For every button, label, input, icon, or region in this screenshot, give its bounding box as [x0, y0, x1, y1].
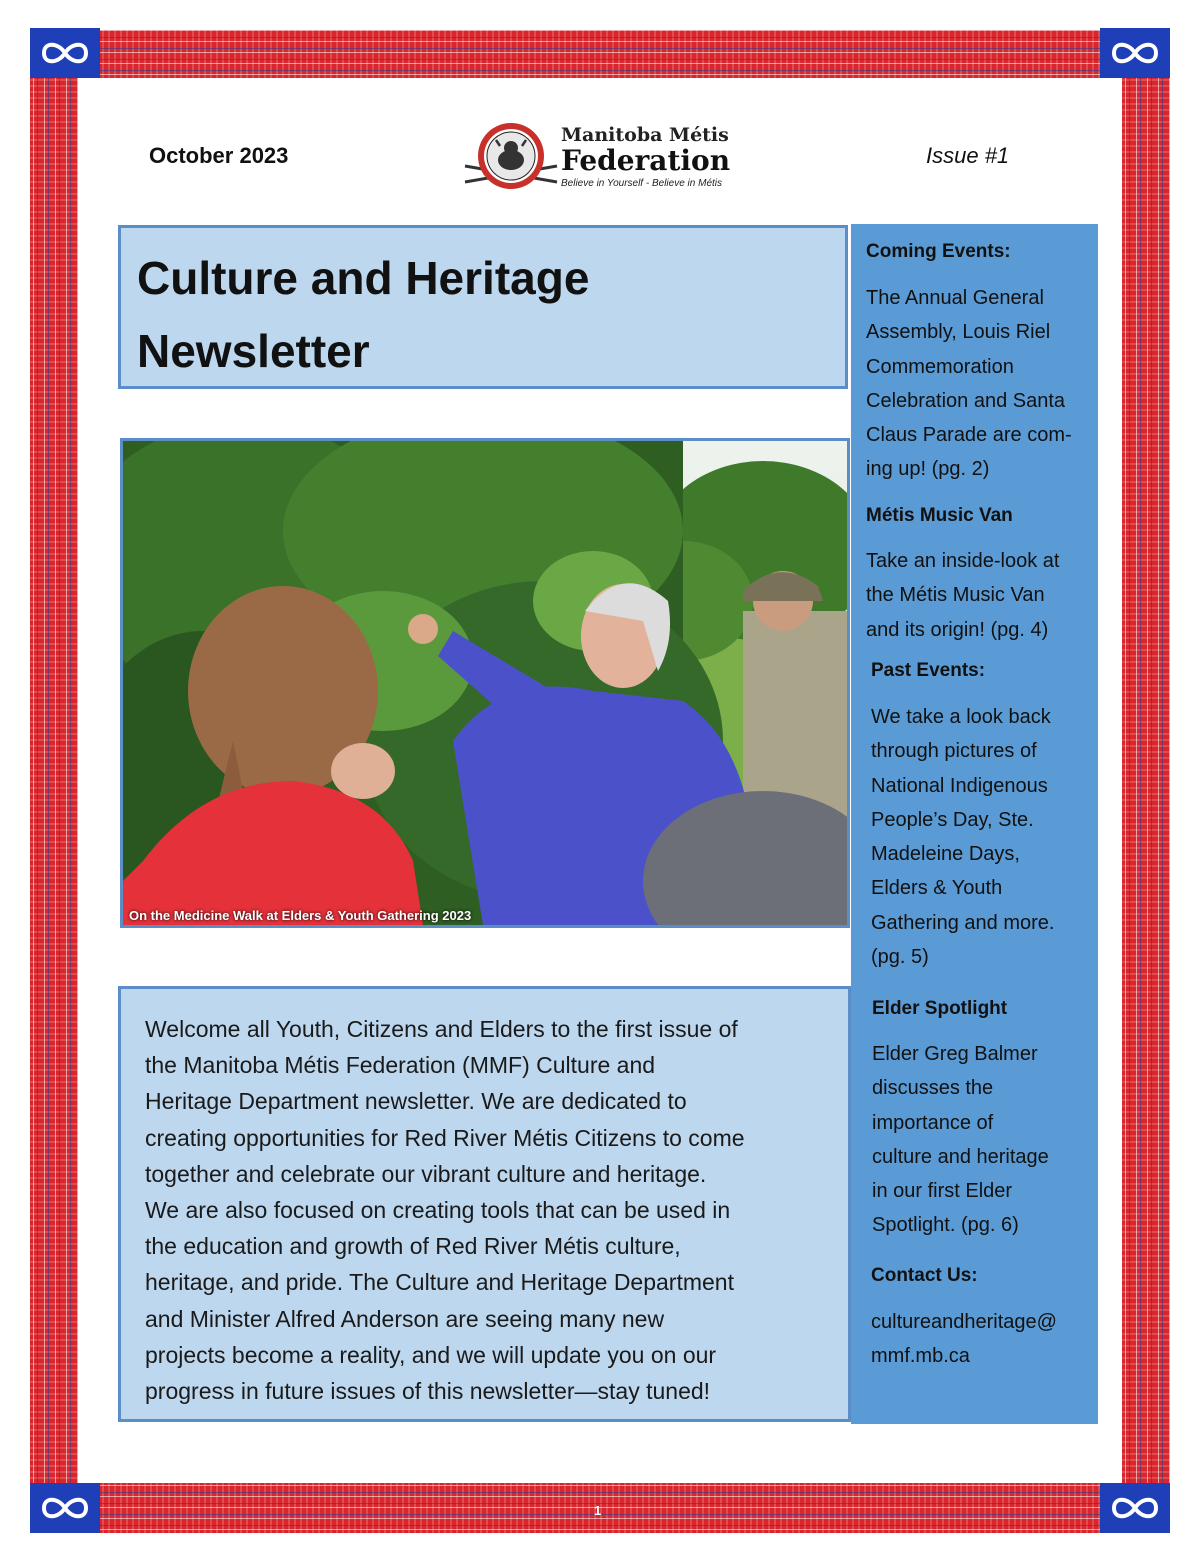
sidebar-line: Madeleine Days, [871, 843, 1020, 866]
sash-border-left [30, 30, 78, 1533]
sidebar-line: and its origin! (pg. 4) [866, 618, 1049, 641]
contact-email[interactable] [871, 1305, 1096, 1374]
sidebar-line: Spotlight. (pg. 6) [872, 1214, 1019, 1237]
issue-date: October 2023 [149, 143, 289, 168]
sidebar-line: discusses the [872, 1077, 994, 1100]
newsletter-title-box [118, 225, 848, 389]
music-van-text [866, 544, 1091, 647]
photo-caption: On the Medicine Walk at Elders & Youth Gathering 2023 [129, 908, 472, 923]
coming-events-text [866, 281, 1091, 487]
welcome-line: together and celebrate our vibrant culture and heritage. [145, 1160, 707, 1187]
welcome-message-box [118, 986, 851, 1422]
metis-infinity-flag-icon [1100, 1483, 1170, 1533]
sidebar-line: ing up! (pg. 2) [866, 458, 990, 481]
sidebar-line: Take an inside-look at [866, 550, 1060, 572]
welcome-line: progress in future issues of this newsletter—stay tuned! [145, 1378, 711, 1405]
metis-infinity-flag-icon [1100, 28, 1170, 78]
past-events-text [871, 700, 1096, 974]
sidebar-line: the Métis Music Van [866, 584, 1045, 607]
sidebar-line: through pictures of [871, 740, 1037, 763]
music-van-heading: Métis Music Van [866, 505, 1013, 526]
cover-photo [120, 438, 850, 928]
contact-email-line[interactable]: cultureandheritage@ [871, 1311, 1057, 1333]
metis-infinity-flag-icon [30, 28, 100, 78]
title-line-2: Newsletter [137, 325, 370, 377]
welcome-message [145, 1011, 825, 1409]
sidebar-line: culture and heritage [872, 1145, 1049, 1168]
sash-border-top [30, 30, 1170, 78]
welcome-line: We are also focused on creating tools that can be used in [145, 1197, 731, 1224]
sidebar-line: Commemoration [866, 355, 1014, 378]
sidebar-line: in our first Elder [872, 1180, 1013, 1203]
sidebar-line: People’s Day, Ste. [871, 808, 1034, 831]
welcome-line: creating opportunities for Red River Métis Citizens to come [145, 1124, 745, 1151]
sidebar-line: The Annual General [866, 287, 1044, 309]
contact-email-line[interactable]: mmf.mb.ca [871, 1345, 970, 1368]
title-line-1: Culture and Heritage [137, 252, 590, 304]
mmf-logo-emblem [463, 120, 559, 194]
sidebar-line: Gathering and more. [871, 911, 1055, 934]
welcome-line: heritage, and pride. The Culture and Heritage Department [145, 1269, 734, 1296]
sidebar-line: National Indigenous [871, 774, 1048, 797]
elder-spotlight-heading: Elder Spotlight [872, 998, 1008, 1019]
sidebar-line: Celebration and Santa [866, 389, 1066, 412]
sidebar-line: Elder Greg Balmer [872, 1043, 1038, 1065]
logo-name-line2: Federation [561, 144, 731, 177]
issue-number: Issue #1 [926, 143, 1010, 168]
sidebar-line: importance of [872, 1111, 994, 1134]
cover-photo-illustration [123, 441, 847, 925]
coming-events-heading: Coming Events: [866, 241, 1011, 262]
sash-border-right [1122, 30, 1170, 1533]
welcome-line: and Minister Alfred Anderson are seeing many new [145, 1305, 665, 1332]
sidebar-line: Claus Parade are com- [866, 424, 1072, 447]
logo-name-line1: Manitoba Métis [561, 124, 729, 146]
contact-heading: Contact Us: [871, 1265, 978, 1286]
welcome-line: the education and growth of Red River Métis culture, [145, 1233, 681, 1260]
past-events-heading: Past Events: [871, 660, 986, 681]
newsletter-title [137, 242, 757, 388]
sidebar [851, 224, 1098, 1424]
sidebar-line: (pg. 5) [871, 946, 929, 969]
sidebar-line: Elders & Youth [871, 877, 1003, 900]
logo-tagline: Believe in Yourself - Believe in Métis [561, 178, 723, 189]
welcome-line: the Manitoba Métis Federation (MMF) Culture and [145, 1052, 656, 1079]
page-number: 1 [594, 1503, 602, 1518]
elder-spotlight-text [872, 1037, 1097, 1243]
welcome-line: projects become a reality, and we will update you on our [145, 1341, 717, 1368]
sidebar-line: Assembly, Louis Riel [866, 321, 1051, 344]
welcome-line: Welcome all Youth, Citizens and Elders to the first issue of [145, 1016, 738, 1042]
metis-infinity-flag-icon [30, 1483, 100, 1533]
mmf-logo [463, 120, 743, 194]
welcome-line: Heritage Department newsletter. We are dedicated to [145, 1088, 687, 1115]
sidebar-line: We take a look back [871, 706, 1051, 728]
